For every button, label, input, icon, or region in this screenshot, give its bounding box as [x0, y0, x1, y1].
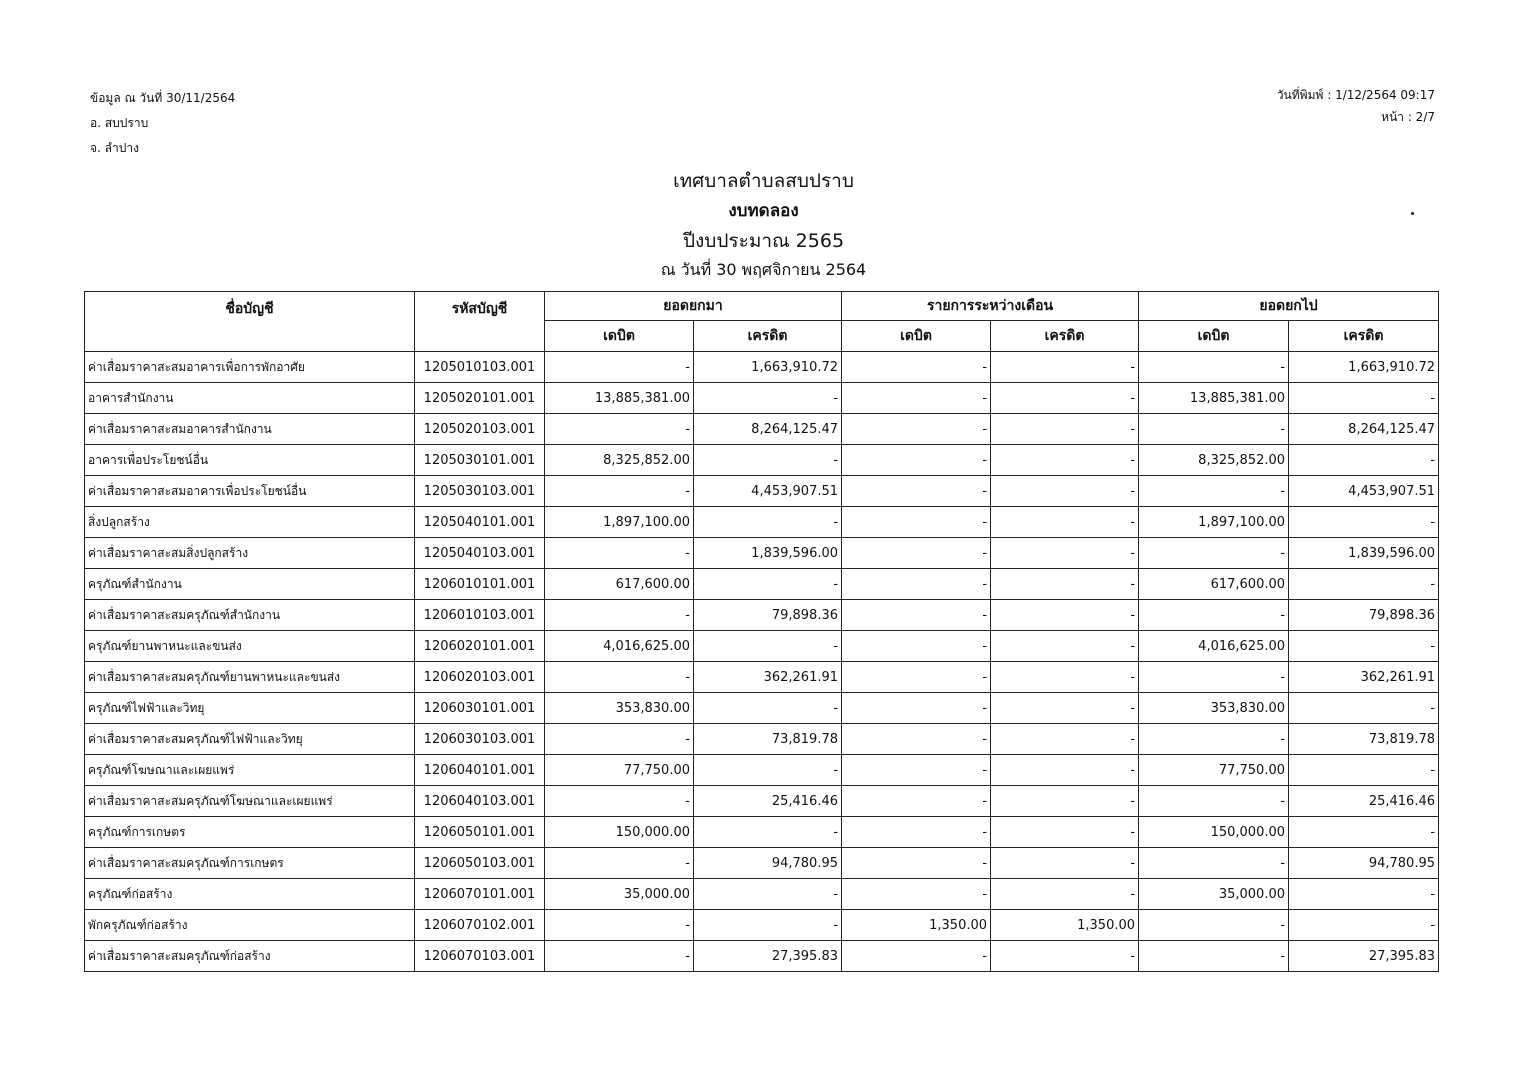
m-debit-cell: - — [842, 383, 991, 414]
account-name-cell: พักครุภัณฑ์ก่อสร้าง — [85, 910, 415, 941]
bf-credit-cell: 73,819.78 — [694, 724, 842, 755]
cf-debit-cell: 150,000.00 — [1139, 817, 1289, 848]
table-row — [85, 941, 1439, 972]
account-name-cell: อาคารสำนักงาน — [85, 383, 415, 414]
m-credit-cell: 1,350.00 — [991, 910, 1139, 941]
m-credit-cell: - — [991, 724, 1139, 755]
table-row — [85, 414, 1439, 445]
bf-debit-cell: 617,600.00 — [545, 569, 694, 600]
account-code-cell: 1206070101.001 — [415, 879, 545, 910]
col-header-bf-debit: เดบิต — [545, 321, 694, 352]
col-header-monthly-transactions: รายการระหว่างเดือน — [842, 292, 1139, 321]
account-code-cell: 1206030101.001 — [415, 693, 545, 724]
bf-debit-cell: 35,000.00 — [545, 879, 694, 910]
m-debit-cell: - — [842, 693, 991, 724]
account-code-cell: 1206040103.001 — [415, 786, 545, 817]
cf-credit-cell: 4,453,907.51 — [1289, 476, 1439, 507]
stray-dot — [1411, 212, 1414, 215]
bf-credit-cell: 25,416.46 — [694, 786, 842, 817]
m-debit-cell: - — [842, 786, 991, 817]
m-debit-cell: - — [842, 755, 991, 786]
table-row — [85, 445, 1439, 476]
account-code-cell: 1206040101.001 — [415, 755, 545, 786]
col-header-m-credit: เครดิต — [991, 321, 1139, 352]
account-code-cell: 1205030101.001 — [415, 445, 545, 476]
cf-credit-cell: 27,395.83 — [1289, 941, 1439, 972]
account-code-cell: 1206010103.001 — [415, 600, 545, 631]
cf-debit-cell: - — [1139, 662, 1289, 693]
bf-debit-cell: 8,325,852.00 — [545, 445, 694, 476]
trial-balance-table — [84, 291, 1439, 972]
col-header-carried-forward: ยอดยกไป — [1139, 292, 1439, 321]
table-row — [85, 507, 1439, 538]
m-credit-cell: - — [991, 445, 1139, 476]
cf-debit-cell: 8,325,852.00 — [1139, 445, 1289, 476]
m-debit-cell: - — [842, 476, 991, 507]
bf-credit-cell: - — [694, 755, 842, 786]
cf-debit-cell: 353,830.00 — [1139, 693, 1289, 724]
bf-credit-cell: 1,839,596.00 — [694, 538, 842, 569]
col-header-account-code: รหัสบัญชี — [415, 292, 545, 352]
bf-debit-cell: 77,750.00 — [545, 755, 694, 786]
cf-credit-cell: - — [1289, 569, 1439, 600]
m-credit-cell: - — [991, 817, 1139, 848]
cf-debit-cell: - — [1139, 910, 1289, 941]
table-row — [85, 569, 1439, 600]
m-debit-cell: - — [842, 538, 991, 569]
m-debit-cell: - — [842, 507, 991, 538]
cf-debit-cell: 13,885,381.00 — [1139, 383, 1289, 414]
account-name-cell: ครุภัณฑ์การเกษตร — [85, 817, 415, 848]
account-code-cell: 1205040103.001 — [415, 538, 545, 569]
m-debit-cell: - — [842, 724, 991, 755]
m-debit-cell: - — [842, 817, 991, 848]
cf-credit-cell: 79,898.36 — [1289, 600, 1439, 631]
bf-credit-cell: 4,453,907.51 — [694, 476, 842, 507]
cf-credit-cell: 8,264,125.47 — [1289, 414, 1439, 445]
bf-debit-cell: - — [545, 662, 694, 693]
table-row — [85, 538, 1439, 569]
account-name-cell: ครุภัณฑ์ไฟฟ้าและวิทยุ — [85, 693, 415, 724]
account-name-cell: ค่าเสื่อมราคาสะสมครุภัณฑ์ยานพาหนะและขนส่ง — [85, 662, 415, 693]
bf-credit-cell: 8,264,125.47 — [694, 414, 842, 445]
table-row — [85, 352, 1439, 383]
m-credit-cell: - — [991, 693, 1139, 724]
col-header-cf-debit: เดบิต — [1139, 321, 1289, 352]
cf-credit-cell: - — [1289, 817, 1439, 848]
header-row-1 — [85, 292, 1439, 321]
bf-credit-cell: - — [694, 383, 842, 414]
account-name-cell: ค่าเสื่อมราคาสะสมครุภัณฑ์ไฟฟ้าและวิทยุ — [85, 724, 415, 755]
bf-credit-cell: 27,395.83 — [694, 941, 842, 972]
bf-debit-cell: - — [545, 538, 694, 569]
bf-credit-cell: 1,663,910.72 — [694, 352, 842, 383]
m-credit-cell: - — [991, 414, 1139, 445]
cf-credit-cell: - — [1289, 445, 1439, 476]
page-number: หน้า : 2/7 — [1381, 110, 1435, 124]
account-code-cell: 1206020101.001 — [415, 631, 545, 662]
col-header-m-debit: เดบิต — [842, 321, 991, 352]
bf-debit-cell: - — [545, 600, 694, 631]
as-of-date: ณ วันที่ 30 พฤศจิกายน 2564 — [660, 260, 867, 279]
cf-credit-cell: - — [1289, 507, 1439, 538]
cf-credit-cell: 73,819.78 — [1289, 724, 1439, 755]
account-name-cell: อาคารเพื่อประโยชน์อื่น — [85, 445, 415, 476]
m-credit-cell: - — [991, 848, 1139, 879]
table-row — [85, 879, 1439, 910]
account-name-cell: ค่าเสื่อมราคาสะสมอาคารเพื่อการพักอาศัย — [85, 352, 415, 383]
m-credit-cell: - — [991, 662, 1139, 693]
account-name-cell: ครุภัณฑ์ก่อสร้าง — [85, 879, 415, 910]
m-debit-cell: - — [842, 631, 991, 662]
m-debit-cell: - — [842, 848, 991, 879]
m-debit-cell: - — [842, 414, 991, 445]
account-name-cell: ครุภัณฑ์สำนักงาน — [85, 569, 415, 600]
cf-credit-cell: - — [1289, 755, 1439, 786]
table-row — [85, 631, 1439, 662]
account-name-cell: ค่าเสื่อมราคาสะสมครุภัณฑ์สำนักงาน — [85, 600, 415, 631]
bf-credit-cell: 362,261.91 — [694, 662, 842, 693]
bf-debit-cell: - — [545, 476, 694, 507]
bf-credit-cell: 94,780.95 — [694, 848, 842, 879]
table-row — [85, 848, 1439, 879]
m-debit-cell: - — [842, 600, 991, 631]
report-title: งบทดลอง — [728, 201, 799, 221]
m-debit-cell: - — [842, 941, 991, 972]
table-row — [85, 600, 1439, 631]
cf-debit-cell: 35,000.00 — [1139, 879, 1289, 910]
account-name-cell: ค่าเสื่อมราคาสะสมครุภัณฑ์โฆษณาและเผยแพร่ — [85, 786, 415, 817]
m-debit-cell: - — [842, 445, 991, 476]
m-credit-cell: - — [991, 352, 1139, 383]
m-credit-cell: - — [991, 631, 1139, 662]
bf-credit-cell: - — [694, 569, 842, 600]
table-row — [85, 910, 1439, 941]
account-code-cell: 1206050103.001 — [415, 848, 545, 879]
data-date: ข้อมูล ณ วันที่ 30/11/2564 — [90, 91, 236, 105]
m-debit-cell: - — [842, 569, 991, 600]
table-row — [85, 786, 1439, 817]
col-header-account-name: ชื่อบัญชี — [85, 292, 415, 352]
cf-debit-cell: - — [1139, 724, 1289, 755]
col-header-bf-credit: เครดิต — [694, 321, 842, 352]
account-name-cell: สิ่งปลูกสร้าง — [85, 507, 415, 538]
cf-credit-cell: - — [1289, 631, 1439, 662]
bf-credit-cell: - — [694, 817, 842, 848]
table-row — [85, 755, 1439, 786]
table-row — [85, 662, 1439, 693]
cf-debit-cell: 1,897,100.00 — [1139, 507, 1289, 538]
table-row — [85, 383, 1439, 414]
bf-debit-cell: - — [545, 414, 694, 445]
col-header-brought-forward: ยอดยกมา — [545, 292, 842, 321]
account-code-cell: 1205030103.001 — [415, 476, 545, 507]
m-credit-cell: - — [991, 569, 1139, 600]
m-debit-cell: - — [842, 662, 991, 693]
account-code-cell: 1205010103.001 — [415, 352, 545, 383]
cf-debit-cell: 77,750.00 — [1139, 755, 1289, 786]
cf-debit-cell: - — [1139, 538, 1289, 569]
bf-credit-cell: - — [694, 693, 842, 724]
account-code-cell: 1205020103.001 — [415, 414, 545, 445]
cf-credit-cell: 25,416.46 — [1289, 786, 1439, 817]
bf-debit-cell: - — [545, 786, 694, 817]
cf-credit-cell: - — [1289, 879, 1439, 910]
bf-credit-cell: - — [694, 879, 842, 910]
bf-debit-cell: 1,897,100.00 — [545, 507, 694, 538]
account-name-cell: ครุภัณฑ์โฆษณาและเผยแพร่ — [85, 755, 415, 786]
fiscal-year: ปีงบประมาณ 2565 — [682, 230, 845, 252]
account-name-cell: ค่าเสื่อมราคาสะสมครุภัณฑ์ก่อสร้าง — [85, 941, 415, 972]
header-right — [1277, 84, 1435, 128]
cf-credit-cell: 1,839,596.00 — [1289, 538, 1439, 569]
m-credit-cell: - — [991, 538, 1139, 569]
bf-debit-cell: 150,000.00 — [545, 817, 694, 848]
cf-debit-cell: 617,600.00 — [1139, 569, 1289, 600]
account-name-cell: ค่าเสื่อมราคาสะสมอาคารเพื่อประโยชน์อื่น — [85, 476, 415, 507]
m-debit-cell: - — [842, 352, 991, 383]
m-credit-cell: - — [991, 755, 1139, 786]
bf-debit-cell: - — [545, 848, 694, 879]
account-code-cell: 1206010101.001 — [415, 569, 545, 600]
account-code-cell: 1205020101.001 — [415, 383, 545, 414]
account-name-cell: ค่าเสื่อมราคาสะสมอาคารสำนักงาน — [85, 414, 415, 445]
table-row — [85, 817, 1439, 848]
cf-credit-cell: - — [1289, 693, 1439, 724]
bf-debit-cell: 4,016,625.00 — [545, 631, 694, 662]
district: อ. สบปราบ — [90, 116, 149, 130]
cf-credit-cell: 1,663,910.72 — [1289, 352, 1439, 383]
account-name-cell: ค่าเสื่อมราคาสะสมครุภัณฑ์การเกษตร — [85, 848, 415, 879]
cf-credit-cell: - — [1289, 910, 1439, 941]
bf-debit-cell: - — [545, 724, 694, 755]
bf-credit-cell: - — [694, 631, 842, 662]
cf-debit-cell: - — [1139, 476, 1289, 507]
cf-debit-cell: - — [1139, 414, 1289, 445]
account-code-cell: 1205040101.001 — [415, 507, 545, 538]
account-code-cell: 1206050101.001 — [415, 817, 545, 848]
account-code-cell: 1206070102.001 — [415, 910, 545, 941]
m-credit-cell: - — [991, 383, 1139, 414]
table-body — [85, 352, 1439, 972]
account-code-cell: 1206070103.001 — [415, 941, 545, 972]
m-credit-cell: - — [991, 600, 1139, 631]
cf-credit-cell: 362,261.91 — [1289, 662, 1439, 693]
bf-debit-cell: - — [545, 352, 694, 383]
bf-debit-cell: - — [545, 941, 694, 972]
organization-name: เทศบาลตำบลสบปราบ — [673, 170, 854, 192]
table-row — [85, 476, 1439, 507]
province: จ. ลำปาง — [90, 141, 139, 155]
table-row — [85, 724, 1439, 755]
m-debit-cell: - — [842, 879, 991, 910]
account-name-cell: ค่าเสื่อมราคาสะสมสิ่งปลูกสร้าง — [85, 538, 415, 569]
account-code-cell: 1206030103.001 — [415, 724, 545, 755]
bf-debit-cell: 353,830.00 — [545, 693, 694, 724]
m-credit-cell: - — [991, 941, 1139, 972]
cf-debit-cell: - — [1139, 352, 1289, 383]
bf-credit-cell: 79,898.36 — [694, 600, 842, 631]
cf-debit-cell: - — [1139, 848, 1289, 879]
report-titles — [0, 166, 1527, 284]
m-credit-cell: - — [991, 507, 1139, 538]
bf-debit-cell: 13,885,381.00 — [545, 383, 694, 414]
cf-debit-cell: - — [1139, 941, 1289, 972]
bf-credit-cell: - — [694, 445, 842, 476]
cf-debit-cell: - — [1139, 600, 1289, 631]
table-row — [85, 693, 1439, 724]
bf-credit-cell: - — [694, 507, 842, 538]
m-credit-cell: - — [991, 476, 1139, 507]
cf-debit-cell: 4,016,625.00 — [1139, 631, 1289, 662]
header-left — [90, 86, 235, 161]
m-debit-cell: 1,350.00 — [842, 910, 991, 941]
m-credit-cell: - — [991, 786, 1139, 817]
cf-credit-cell: - — [1289, 383, 1439, 414]
print-date: วันที่พิมพ์ : 1/12/2564 09:17 — [1276, 88, 1435, 102]
cf-debit-cell: - — [1139, 786, 1289, 817]
m-credit-cell: - — [991, 879, 1139, 910]
account-name-cell: ครุภัณฑ์ยานพาหนะและขนส่ง — [85, 631, 415, 662]
account-code-cell: 1206020103.001 — [415, 662, 545, 693]
bf-credit-cell: - — [694, 910, 842, 941]
col-header-cf-credit: เครดิต — [1289, 321, 1439, 352]
cf-credit-cell: 94,780.95 — [1289, 848, 1439, 879]
bf-debit-cell: - — [545, 910, 694, 941]
